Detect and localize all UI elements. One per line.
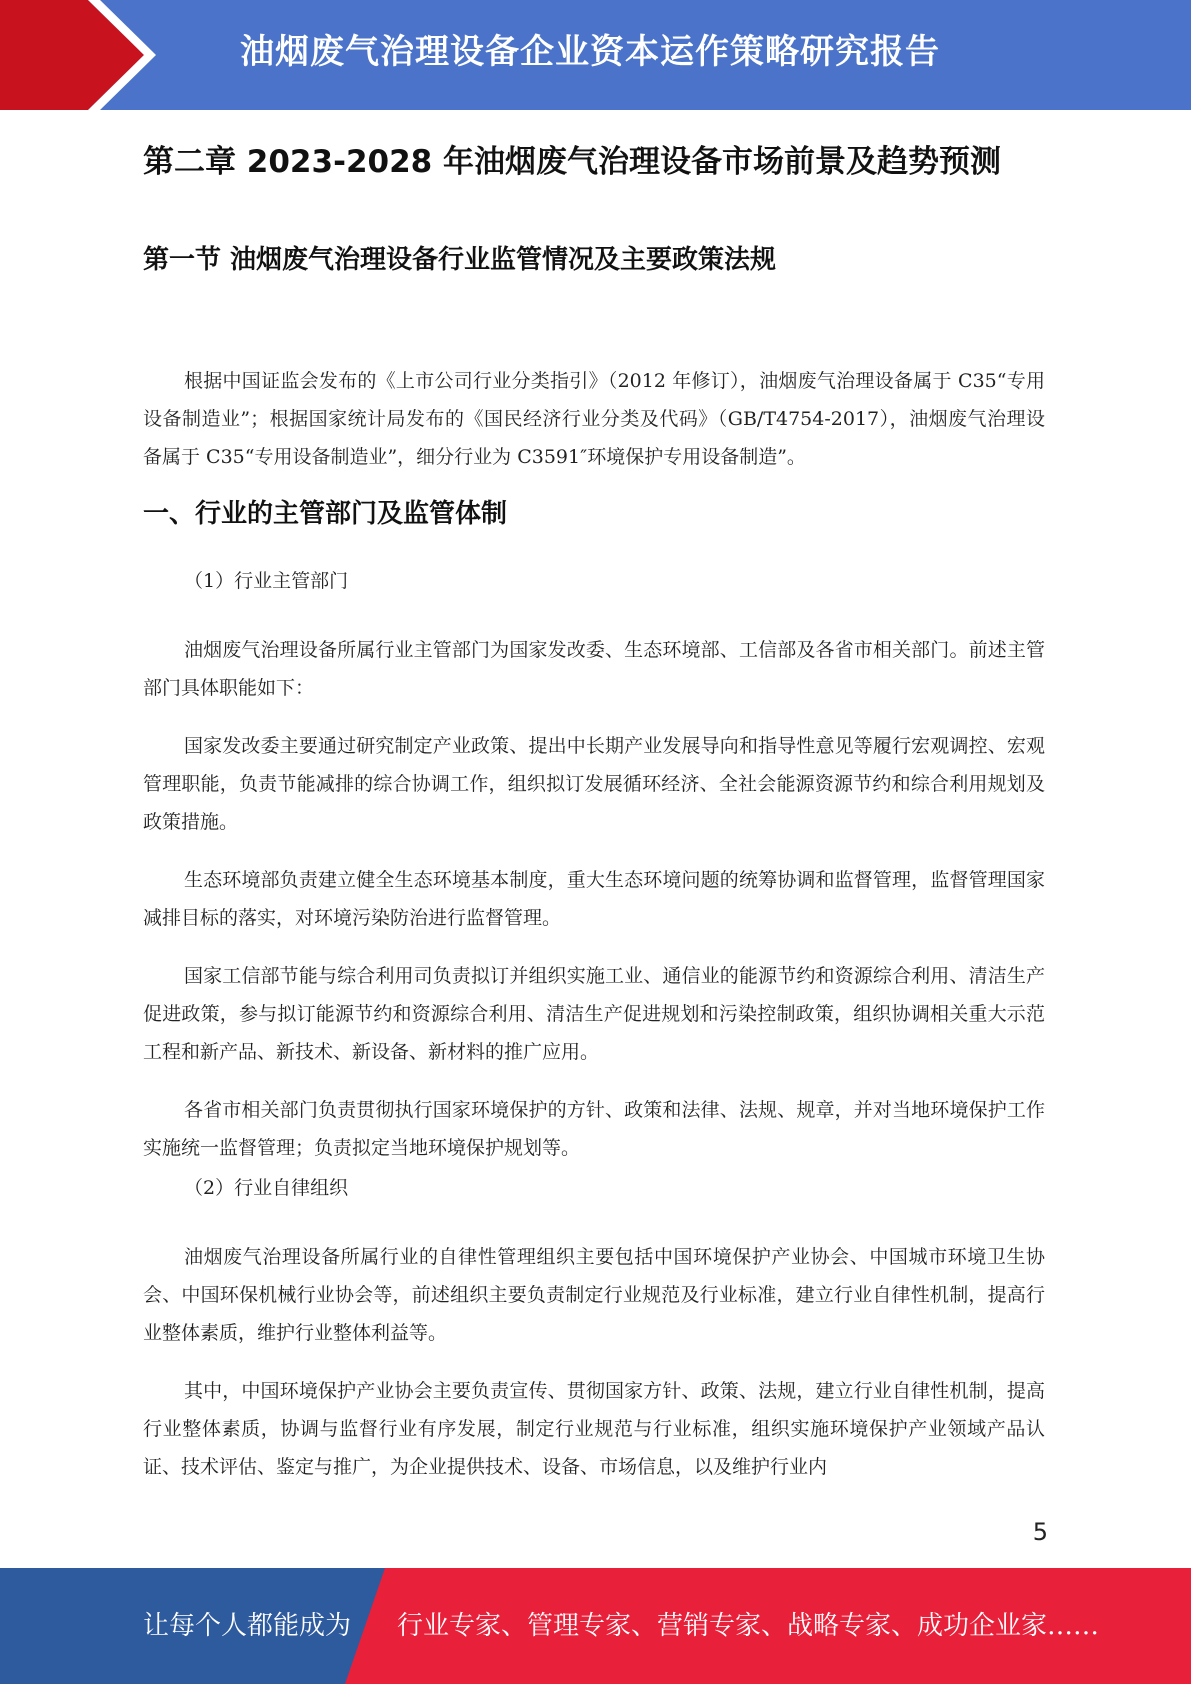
report-footer [0, 1568, 1191, 1684]
minor-head-authorities: （1）行业主管部门 [184, 570, 349, 592]
paragraph-provincial: 各省市相关部门负责贯彻执行国家环境保护的方针、政策和法律、法规、规章，并对当地环境保护工作实施统一监督管理；负责拟定当地环境保护规划等。 [143, 1099, 1045, 1159]
chapter-title: 第二章 2023-2028 年油烟废气治理设备市场前景及趋势预测 [143, 144, 1002, 180]
minor-head-self-regulation: （2）行业自律组织 [184, 1177, 349, 1199]
paragraph-caepi: 其中，中国环境保护产业协会主要负责宣传、贯彻国家方针、政策、法规，建立行业自律性机制，提高行业整体素质，协调与监督行业有序发展，制定行业规范与行业标准，组织实施环境保护产业领域产品认证、技术评估、鉴定与推广，为企业提供技术、设备、市场信息，以及维护行业内 [143, 1380, 1045, 1478]
report-header [0, 0, 1191, 110]
paragraph-ndrc: 国家发改委主要通过研究制定产业政策、提出中长期产业发展导向和指导性意见等履行宏观调控、宏观管理职能，负责节能减排的综合协调工作，组织拟订发展循环经济、全社会能源资源节约和综合利用规划及政策措施。 [143, 735, 1045, 833]
section-title: 第一节 油烟废气治理设备行业监管情况及主要政策法规 [143, 245, 777, 275]
paragraph-miit: 国家工信部节能与综合利用司负责拟订并组织实施工业、通信业的能源节约和资源综合利用、清洁生产促进政策，参与拟订能源节约和资源综合利用、清洁生产促进规划和污染控制政策，组织协调相关重大示范工程和新产品、新技术、新设备、新材料的推广应用。 [143, 965, 1045, 1063]
footer-slogan-left: 让每个人都能成为 [143, 1611, 352, 1641]
paragraph-authorities: 油烟废气治理设备所属行业主管部门为国家发改委、生态环境部、工信部及各省市相关部门。前述主管部门具体职能如下： [143, 639, 1045, 699]
page-number: 5 [1032, 1518, 1048, 1546]
intro-paragraph: 根据中国证监会发布的《上市公司行业分类指引》（2012 年修订），油烟废气治理设备属于 C35“专用设备制造业”；根据国家统计局发布的《国民经济行业分类及代码》（GB/T4754-2017），油烟废气治理设备属于 C35“专用设备制造业”，细分行业为 C3591″环境保护专用设备制造”。 [143, 370, 1045, 468]
subhead-regulatory-system: 一、行业的主管部门及监管体制 [143, 499, 508, 529]
paragraph-associations: 油烟废气治理设备所属行业的自律性管理组织主要包括中国环境保护产业协会、中国城市环境卫生协会、中国环保机械行业协会等，前述组织主要负责制定行业规范及行业标准，建立行业自律性机制，提高行业整体素质，维护行业整体利益等。 [143, 1246, 1045, 1344]
report-title: 油烟废气治理设备企业资本运作策略研究报告 [240, 32, 940, 72]
paragraph-mee: 生态环境部负责建立健全生态环境基本制度，重大生态环境问题的统筹协调和监督管理，监督管理国家减排目标的落实，对环境污染防治进行监督管理。 [143, 869, 1045, 929]
footer-slogan-right: 行业专家、管理专家、营销专家、战略专家、成功企业家…… [397, 1611, 1100, 1641]
header-red-arrow [0, 0, 150, 110]
